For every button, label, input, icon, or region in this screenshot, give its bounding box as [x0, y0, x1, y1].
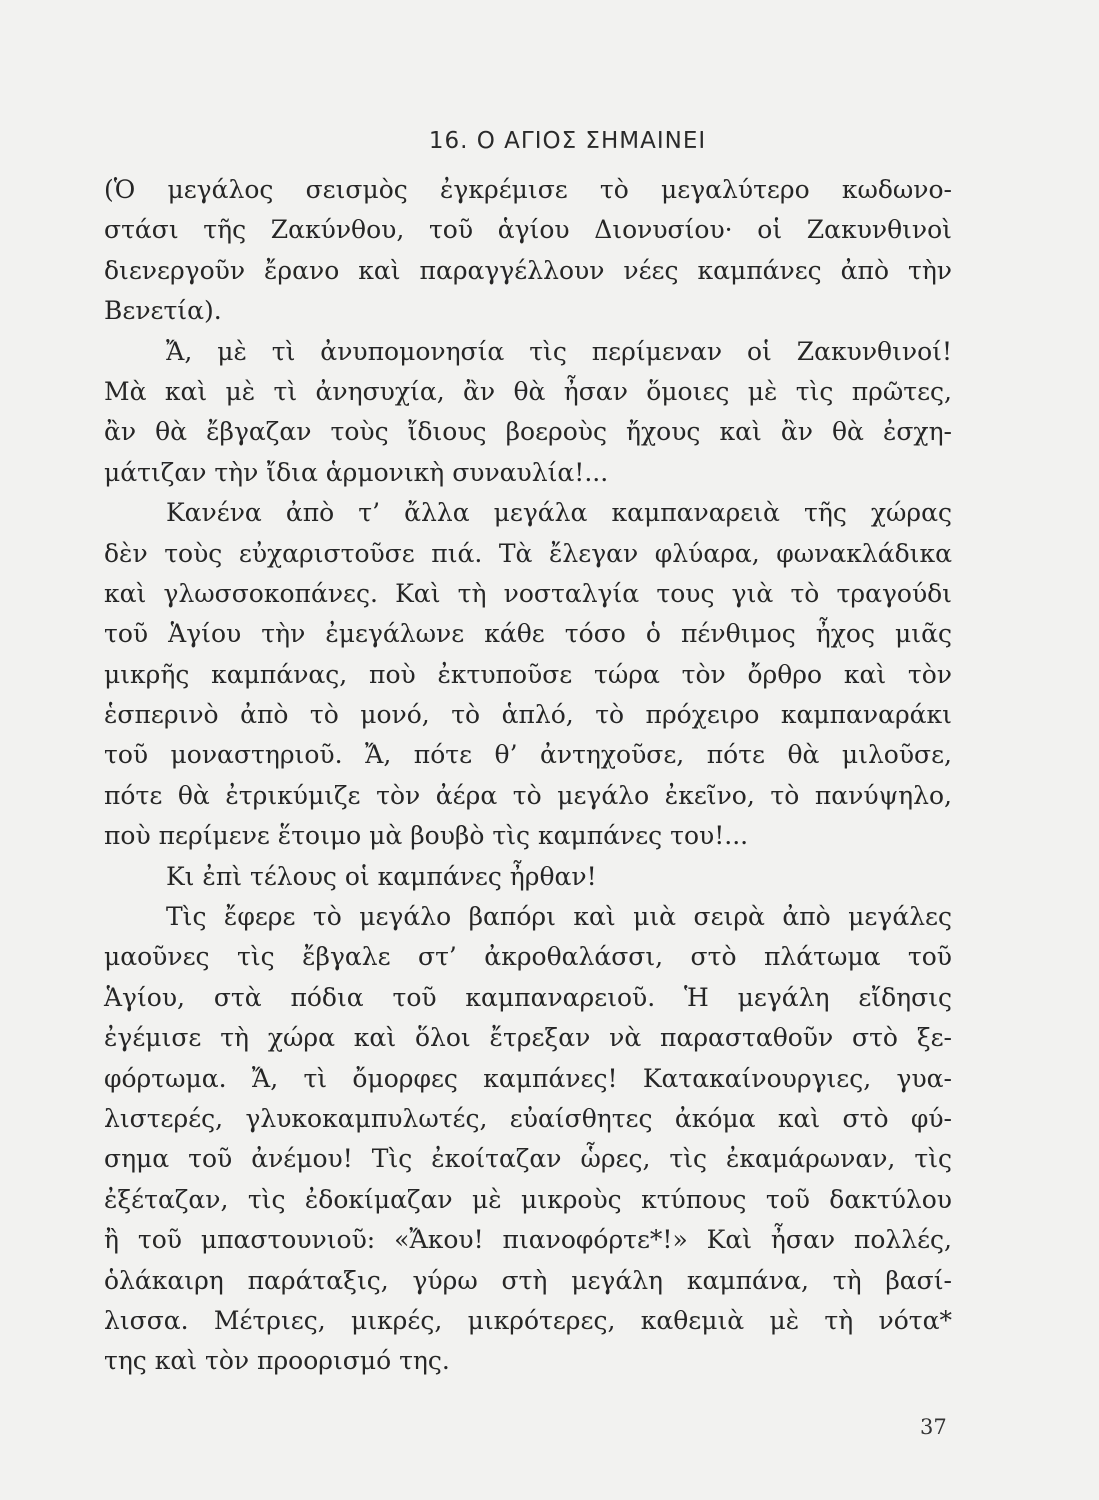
text-line: ἐγέμισε τὴ χώρα καὶ ὅλοι ἔτρεξαν νὰ παρασταθοῦν στὸ ξε- [104, 1023, 952, 1053]
text-line: σημα τοῦ ἀνέμου! Τὶς ἐκοίταζαν ὧρες, τὶς ἐκαμάρωναν, τὶς [104, 1144, 952, 1174]
text-line: μικρῆς καμπάνας, ποὺ ἐκτυποῦσε τώρα τὸν ὄρθρο καὶ τὸν [104, 659, 952, 689]
text-line: ὁλάκαιρη παράταξις, γύρω στὴ μεγάλη καμπάνα, τὴ βασί- [104, 1265, 952, 1295]
text-line: Βενετία). [104, 296, 222, 326]
text-line: (Ὁ μεγάλος σεισμὸς ἐγκρέμισε τὸ μεγαλύτερο κωδωνο- [104, 175, 952, 204]
text-line: Κι ἐπὶ τέλους οἱ καμπάνες ἦρθαν! [166, 861, 597, 891]
chapter-heading: 16. Ο ΑΓΙΟΣ ΣΗΜΑΙΝΕΙ [428, 128, 707, 154]
text-line: καὶ γλωσσοκοπάνες. Καὶ τὴ νοσταλγία τους γιὰ τὸ τραγούδι [104, 578, 952, 608]
text-line: δὲν τοὺς εὐχαριστοῦσε πιά. Τὰ ἔλεγαν φλύαρα, φωνακλάδικα [104, 538, 952, 568]
text-line: τοῦ μοναστηριοῦ. Ἄ, πότε θ’ ἀντηχοῦσε, πότε θὰ μιλοῦσε, [104, 740, 952, 770]
page-number: 37 [920, 1415, 947, 1439]
text-line: ἑσπερινὸ ἀπὸ τὸ μονό, τὸ ἁπλό, τὸ πρόχειρο καμπαναράκι [104, 700, 952, 730]
text-line: πότε θὰ ἐτρικύμιζε τὸν ἀέρα τὸ μεγάλο ἐκεῖνο, τὸ πανύψηλο, [104, 780, 952, 810]
text-line: φόρτωμα. Ἄ, τὶ ὄμορφες καμπάνες! Κατακαίνουργιες, γυα- [104, 1063, 952, 1093]
text-line: ποὺ περίμενε ἕτοιμο μὰ βουβὸ τὶς καμπάνες του!... [104, 821, 749, 851]
text-line: μάτιζαν τὴν ἴδια ἁρμονικὴ συναυλία!... [104, 457, 609, 487]
text-line: Ἁγίου, στὰ πόδια τοῦ καμπαναρειοῦ. Ἡ μεγάλη εἴδησις [104, 982, 952, 1012]
text-line: ἢ τοῦ μπαστουνιοῦ: «Ἄκου! πιανοφόρτε*!» Καὶ ἦσαν πολλές, [104, 1225, 952, 1255]
text-line: τοῦ Ἁγίου τὴν ἐμεγάλωνε κάθε τόσο ὁ πένθιμος ἦχος μιᾶς [104, 619, 952, 649]
text-line: στάσι τῆς Ζακύνθου, τοῦ ἁγίου Διονυσίου· οἱ Ζακυνθινοὶ [104, 215, 952, 245]
text-line: διενεργοῦν ἔρανο καὶ παραγγέλλουν νέες καμπάνες ἀπὸ τὴν [104, 255, 952, 285]
text-line: λιστερές, γλυκοκαμπυλωτές, εὐαίσθητες ἀκόμα καὶ στὸ φύ- [104, 1103, 952, 1133]
text-line: μαοῦνες τὶς ἔβγαλε στ’ ἀκροθαλάσσι, στὸ πλάτωμα τοῦ [104, 942, 952, 972]
text-line: ἐξέταζαν, τὶς ἐδοκίμαζαν μὲ μικροὺς κτύπους τοῦ δακτύλου [104, 1184, 952, 1214]
text-line: Κανένα ἀπὸ τ’ ἄλλα μεγάλα καμπαναρειὰ τῆς χώρας [166, 498, 952, 528]
text-line: Ἄ, μὲ τὶ ἀνυπομονησία τὶς περίμεναν οἱ Ζακυνθινοί! [166, 336, 952, 366]
text-line: λισσα. Μέτριες, μικρές, μικρότερες, καθεμιὰ μὲ τὴ νότα* [104, 1305, 952, 1335]
text-line: Τὶς ἔφερε τὸ μεγάλο βαπόρι καὶ μιὰ σειρὰ ἀπὸ μεγάλες [166, 902, 952, 932]
text-line: της καὶ τὸν προορισμό της. [104, 1346, 450, 1376]
text-line: Μὰ καὶ μὲ τὶ ἀνησυχία, ἂν θὰ ἦσαν ὅμοιες μὲ τὶς πρῶτες, [104, 376, 952, 406]
body-text [104, 170, 952, 1382]
text-line: ἂν θὰ ἔβγαζαν τοὺς ἴδιους βοεροὺς ἤχους καὶ ἂν θὰ ἐσχη- [104, 417, 952, 447]
